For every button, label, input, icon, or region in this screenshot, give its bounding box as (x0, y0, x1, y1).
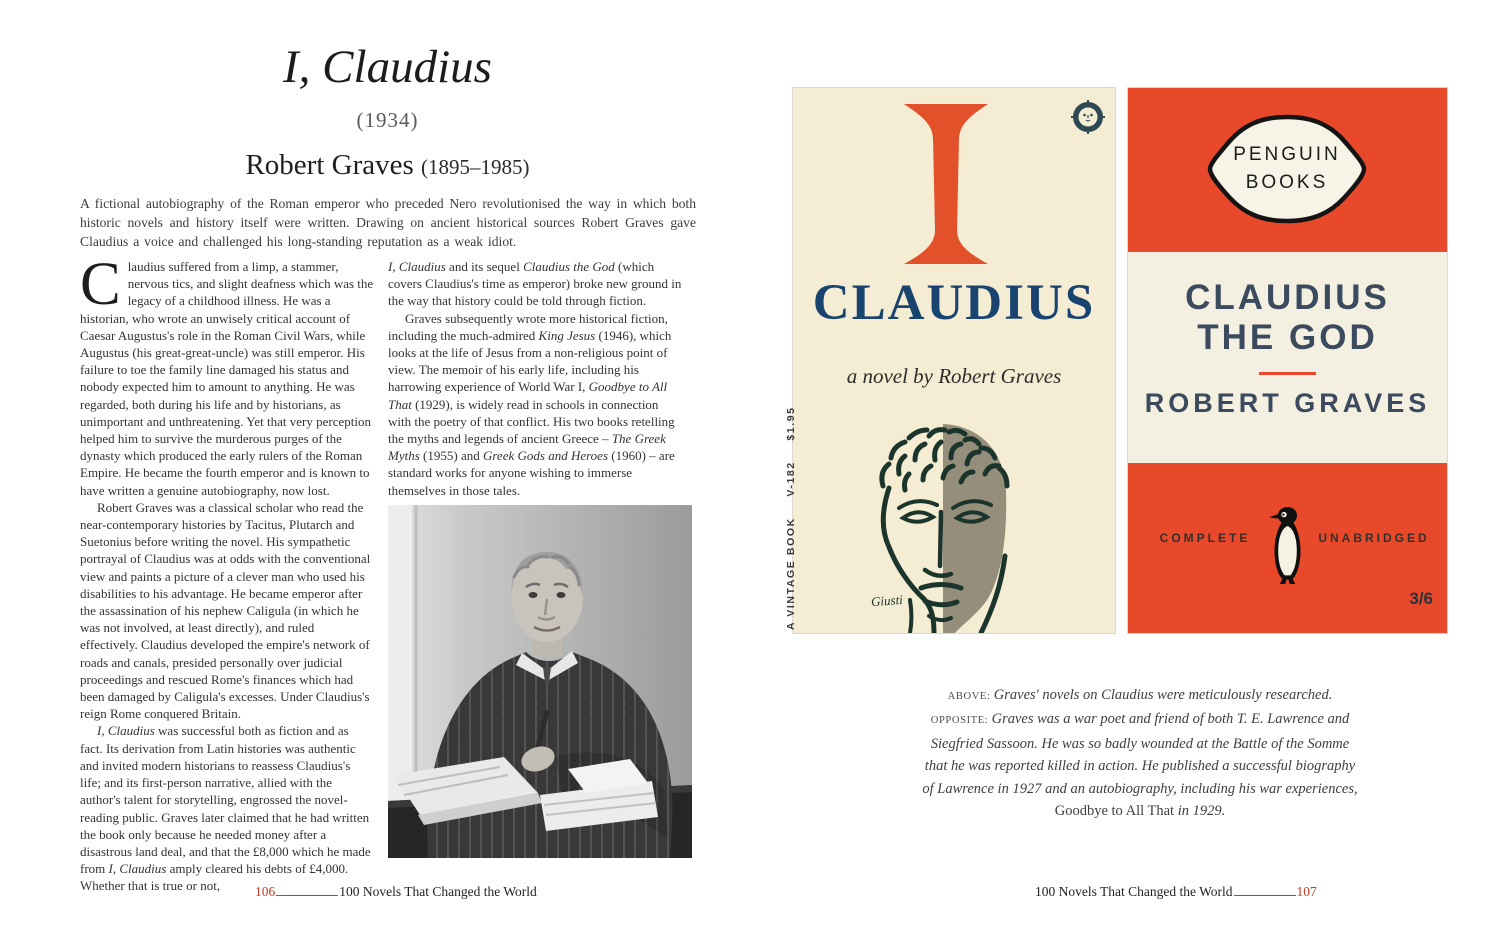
cover-title: CLAUDIUS (812, 275, 1096, 331)
cover-title-line2: THE GOD (1197, 318, 1378, 357)
publisher-line2: BOOKS (1245, 172, 1329, 193)
unabridged-label: UNABRIDGED (1318, 531, 1430, 545)
series-title: 100 Novels That Changed the World (1035, 884, 1233, 899)
author-dates: (1895–1985) (421, 154, 530, 179)
intro-paragraph: A fictional autobiography of the Roman emperor who preceded Nero revolutionised the way in which both historic novels and history itself were written. Drawing on ancient historical sources Robert Graves gave Claudius a voice and challenged his long-standing reputation as a weak idiot. (80, 196, 696, 249)
paragraph-text: laudius suffered from a limp, a stammer, nervous tics, and slight deafness which was the legacy of a childhood illness. He was a historian, who wrote an unwisely critical account of Caesar Augustus's role in the Roman Civil Wars, while Augustus (his great-great-uncle) was still emperor. His failure to toe the family line damaged his status and nobody expected him to amount to anything. He was regarded, both during his life and by historians, as unimportant and unthreatening. Yet that very perception helped him to survive the murderous purges of the dynasty which produced the early rulers of the Roman Empire. He became the fourth emperor and is known to have written a genuine autobiography, now lost. (80, 259, 374, 498)
series-title: 100 Novels That Changed the World (339, 884, 537, 899)
cover-author: ROBERT GRAVES (1144, 388, 1431, 418)
footer-rule (1234, 892, 1296, 896)
body-column-2 (388, 258, 682, 499)
publisher-line1: PENGUIN (1233, 143, 1341, 165)
page-number-left: 106 (255, 884, 276, 899)
publication-year: (1934) (356, 107, 419, 132)
price-label: 3/6 (1409, 589, 1433, 608)
spine-price: $1.95 (785, 406, 797, 441)
spine-publisher: A VINTAGE BOOK (785, 517, 797, 630)
body-paragraph: I, Claudius and its sequel Claudius the God (which covers Claudius's time as emperor) broke new ground in the way that history could be told through fiction. (388, 259, 682, 309)
vintage-sun-logo-icon (1071, 100, 1105, 134)
author-photo-illustration (388, 505, 692, 858)
body-paragraph: I, Claudius was successful both as fiction and as fact. Its derivation from Latin histories was authentic and invited modern historians to reassess Claudius's life; and its first-person narrative, allied with the author's talent for storytelling, engrossed the novel-reading public. Graves later claimed that he had written the book only because he needed money after a disastrous land deal, and that the £8,000 which he made from I, Claudius amply cleared his debts of £4,000. Whether that is true or not, (80, 723, 371, 894)
cover-title-line1: CLAUDIUS (1185, 278, 1390, 317)
cover-title (1128, 278, 1447, 358)
body-column-1 (80, 251, 374, 895)
page-title: I, Claudius (283, 41, 492, 93)
chapter-header (80, 42, 695, 182)
cover-bottom-band (1128, 463, 1447, 633)
footer-left (255, 884, 537, 900)
author-photo (388, 505, 692, 858)
penguin-book-cover (1128, 88, 1447, 633)
complete-label: COMPLETE (1159, 531, 1251, 545)
spine-code: V-182 (785, 461, 797, 497)
covers-caption: ABOVE: Graves' novels on Claudius were meticulously researched. OPPOSITE: Graves was a war poet and friend of both T. E. Lawrence and Siegfried Sassoon. He was so badly wounded at the Battle of the Somme that he was reported killed in action. He published a successful biography of Lawrence in 1927 and an autobiography, including his war experiences, Goodbye to All That in 1929. (922, 687, 1358, 820)
drop-cap: C (80, 251, 121, 318)
illustrator-signature: Giusti (870, 591, 904, 610)
page-number-right: 107 (1296, 884, 1317, 899)
body-paragraph: Robert Graves was a classical scholar who read the near-contemporary histories by Tacitus, Plutarch and Suetonius before writing the novel. His sympathetic portrayal of Claudius was at odds with the conventional view and paints a picture of a clever man who used his disabilities to his advantage. He became emperor after the assassination of his nephew Caligula (in which he was not involved, at least directly), and ruled effectively. Claudius developed the empire's network of roads and canals, presided personally over judicial proceedings and rescued Rome's finances which had been damaged by Caligula's excesses. Under Claudius's reign Rome conquered Britain. (80, 499, 371, 722)
publisher-name (1207, 114, 1367, 224)
big-letter-i (900, 104, 992, 264)
penguin-logo-icon (1267, 505, 1308, 587)
author-name: Robert Graves (245, 148, 414, 181)
vintage-book-cover (785, 88, 1115, 633)
footer-right (1035, 884, 1317, 900)
footer-rule (276, 892, 338, 896)
body-paragraph: Graves subsequently wrote more historical fiction, including the much-admired King Jesus (1946), which looks at the life of Jesus from a non-religious point of view. The memoir of his early life, including his harrowing experience of World War I, Goodbye to All That (1929), is widely read in schools in connection with the poetry of that conflict. His two books retelling the myths and legends of ancient Greece – The Greek Myths (1955) and Greek Gods and Heroes (1960) – are standard works for anyone wishing to immerse themselves in those tales. (388, 310, 675, 498)
orange-rule (1259, 372, 1316, 375)
body-paragraph (80, 251, 374, 499)
author-line (80, 149, 695, 182)
cover-subtitle: a novel by Robert Graves (846, 364, 1062, 388)
spine-text (785, 406, 799, 630)
